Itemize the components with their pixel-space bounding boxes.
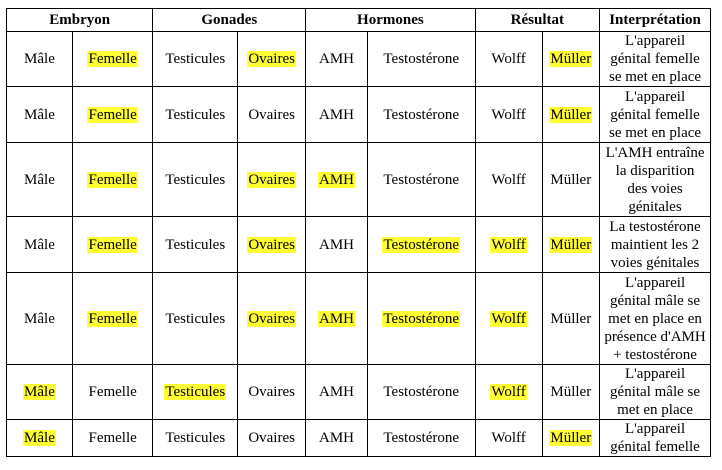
cell-embryon-male xyxy=(7,217,73,273)
cell-text: Femelle xyxy=(88,51,137,67)
cell-gonade-testicules xyxy=(153,32,238,87)
cell-gonade-ovaires xyxy=(238,273,306,365)
cell-text: Testicules xyxy=(165,236,226,253)
cell-gonade-ovaires xyxy=(238,143,306,217)
table-row xyxy=(7,143,711,217)
cell-text: Femelle xyxy=(88,236,137,253)
header-gonades: Gonades xyxy=(153,9,306,32)
header-row xyxy=(7,9,711,32)
cell-text: AMH xyxy=(318,106,354,123)
cell-resultat-muller xyxy=(542,143,600,217)
cell-text: Mâle xyxy=(24,51,55,67)
interpretation-line: génital mâle se xyxy=(610,292,701,309)
cell-text: Wolff xyxy=(491,106,526,123)
cell-text: Ovaires xyxy=(248,106,295,123)
cell-resultat-wolff xyxy=(475,32,542,87)
cell-text: Wolff xyxy=(491,310,526,327)
cell-text: Wolff xyxy=(491,236,526,253)
cell-hormone-testosterone xyxy=(367,217,475,273)
interpretation-line: génital femelle xyxy=(610,106,700,123)
header-resultat: Résultat xyxy=(475,9,599,32)
cell-gonade-testicules xyxy=(153,143,238,217)
cell-resultat-muller xyxy=(542,273,600,365)
header-hormones: Hormones xyxy=(306,9,475,32)
cell-hormone-amh xyxy=(306,32,368,87)
cell-embryon-male xyxy=(7,87,73,143)
interpretation-line: maintient les 2 xyxy=(610,236,700,253)
cell-text: AMH xyxy=(318,310,354,327)
cell-text: Wolff xyxy=(491,171,526,188)
cell-text: Testostérone xyxy=(383,106,460,123)
cell-hormone-amh xyxy=(306,143,368,217)
cell-resultat-wolff xyxy=(475,365,542,420)
cell-resultat-muller xyxy=(542,32,600,87)
cell-interpretation xyxy=(600,273,711,365)
cell-resultat-muller xyxy=(542,365,600,420)
cell-embryon-male xyxy=(7,143,73,217)
cell-text: Müller xyxy=(550,310,592,327)
cell-text: Testicules xyxy=(165,171,226,188)
interpretation-line: La testostérone xyxy=(609,218,701,235)
interpretation-line: génital femelle xyxy=(610,51,700,67)
cell-interpretation xyxy=(600,143,711,217)
cell-hormone-testosterone xyxy=(367,420,475,457)
cell-resultat-wolff xyxy=(475,217,542,273)
cell-text: Müller xyxy=(550,106,592,123)
cell-text: Testicules xyxy=(165,106,226,123)
cell-text: Ovaires xyxy=(248,384,295,400)
interpretation-line: génitales xyxy=(628,198,682,215)
cell-text: Müller xyxy=(550,430,592,446)
cell-text: Testicules xyxy=(165,384,226,400)
cell-embryon-male xyxy=(7,365,73,420)
cell-text: Mâle xyxy=(24,384,55,400)
cell-text: Testostérone xyxy=(383,236,460,253)
cell-resultat-muller xyxy=(542,420,600,457)
cell-embryon-femelle xyxy=(72,273,153,365)
table-body xyxy=(7,32,711,457)
cell-hormone-amh xyxy=(306,365,368,420)
cell-hormone-amh xyxy=(306,87,368,143)
cell-resultat-wolff xyxy=(475,87,542,143)
interpretation-line: L'AMH entraîne xyxy=(605,144,705,161)
cell-text: Testostérone xyxy=(383,430,460,446)
interpretation-line: génital mâle se xyxy=(610,384,701,400)
cell-text: Testicules xyxy=(165,430,226,446)
cell-resultat-wolff xyxy=(475,143,542,217)
cell-text: Wolff xyxy=(491,51,526,67)
cell-text: Wolff xyxy=(491,384,526,400)
table-row xyxy=(7,420,711,457)
cell-text: Ovaires xyxy=(248,310,295,327)
cell-text: AMH xyxy=(318,236,354,253)
interpretation-line: L'appareil xyxy=(624,33,686,49)
cell-resultat-muller xyxy=(542,217,600,273)
cell-gonade-ovaires xyxy=(238,217,306,273)
cell-resultat-wolff xyxy=(475,273,542,365)
cell-interpretation xyxy=(600,420,711,457)
cell-text: Femelle xyxy=(88,384,137,400)
table-row xyxy=(7,217,711,273)
cell-text: Ovaires xyxy=(248,430,295,446)
cell-text: Mâle xyxy=(24,310,55,327)
cell-embryon-femelle xyxy=(72,420,153,457)
cell-interpretation xyxy=(600,87,711,143)
cell-resultat-muller xyxy=(542,87,600,143)
cell-text: Testicules xyxy=(165,310,226,327)
cell-text: Femelle xyxy=(88,171,137,188)
cell-text: Müller xyxy=(550,384,592,400)
cell-text: Müller xyxy=(550,171,592,188)
cell-text: Ovaires xyxy=(248,171,295,188)
interpretation-line: L'appareil xyxy=(624,88,686,105)
cell-text: AMH xyxy=(318,384,354,400)
cell-text: Testostérone xyxy=(383,171,460,188)
cell-gonade-testicules xyxy=(153,273,238,365)
cell-text: Mâle xyxy=(24,171,55,188)
cell-embryon-femelle xyxy=(72,217,153,273)
interpretation-line: L'appareil xyxy=(624,274,686,291)
results-table xyxy=(6,8,711,457)
cell-text: Müller xyxy=(550,51,592,67)
table-row xyxy=(7,273,711,365)
cell-gonade-ovaires xyxy=(238,32,306,87)
table-row xyxy=(7,87,711,143)
cell-text: Femelle xyxy=(88,106,137,123)
cell-interpretation xyxy=(600,365,711,420)
cell-text: Ovaires xyxy=(248,51,295,67)
table-row xyxy=(7,365,711,420)
cell-text: AMH xyxy=(318,430,354,446)
cell-gonade-testicules xyxy=(153,217,238,273)
cell-hormone-amh xyxy=(306,273,368,365)
cell-text: Femelle xyxy=(88,430,137,446)
cell-text: AMH xyxy=(318,171,354,188)
cell-text: Mâle xyxy=(24,430,55,446)
interpretation-line: L'appareil xyxy=(624,421,686,437)
cell-gonade-testicules xyxy=(153,87,238,143)
interpretation-line: présence d'AMH xyxy=(604,328,706,345)
table-row xyxy=(7,32,711,87)
interpretation-line: + testostérone xyxy=(613,346,697,363)
interpretation-line: L'appareil xyxy=(624,366,686,382)
interpretation-line: la disparition xyxy=(615,162,695,179)
interpretation-line: des voies xyxy=(627,180,683,197)
cell-hormone-testosterone xyxy=(367,273,475,365)
interpretation-line: met en place xyxy=(617,402,693,418)
cell-text: AMH xyxy=(318,51,354,67)
header-embryon: Embryon xyxy=(7,9,153,32)
cell-gonade-ovaires xyxy=(238,87,306,143)
cell-text: Mâle xyxy=(24,106,55,123)
cell-text: Testicules xyxy=(165,51,226,67)
cell-text: Mâle xyxy=(24,236,55,253)
interpretation-line: voies génitales xyxy=(610,254,700,271)
cell-interpretation xyxy=(600,32,711,87)
cell-embryon-femelle xyxy=(72,143,153,217)
cell-embryon-femelle xyxy=(72,87,153,143)
interpretation-line: met en place en xyxy=(608,310,702,327)
cell-text: Ovaires xyxy=(248,236,295,253)
cell-gonade-ovaires xyxy=(238,420,306,457)
cell-gonade-ovaires xyxy=(238,365,306,420)
cell-embryon-femelle xyxy=(72,32,153,87)
cell-hormone-testosterone xyxy=(367,365,475,420)
cell-text: Testostérone xyxy=(383,384,460,400)
cell-embryon-femelle xyxy=(72,365,153,420)
cell-hormone-testosterone xyxy=(367,32,475,87)
cell-interpretation xyxy=(600,217,711,273)
cell-hormone-amh xyxy=(306,420,368,457)
interpretation-line: se met en place xyxy=(609,69,702,85)
cell-text: Müller xyxy=(550,236,592,253)
interpretation-line: génital femelle xyxy=(610,439,700,455)
cell-text: Wolff xyxy=(491,430,526,446)
interpretation-line: se met en place xyxy=(609,124,702,141)
cell-gonade-testicules xyxy=(153,365,238,420)
cell-embryon-male xyxy=(7,273,73,365)
cell-embryon-male xyxy=(7,32,73,87)
cell-text: Testostérone xyxy=(383,51,460,67)
header-interpretation: Interprétation xyxy=(600,9,711,32)
cell-text: Femelle xyxy=(88,310,137,327)
cell-hormone-amh xyxy=(306,217,368,273)
cell-hormone-testosterone xyxy=(367,143,475,217)
cell-resultat-wolff xyxy=(475,420,542,457)
cell-text: Testostérone xyxy=(383,310,460,327)
cell-gonade-testicules xyxy=(153,420,238,457)
cell-embryon-male xyxy=(7,420,73,457)
cell-hormone-testosterone xyxy=(367,87,475,143)
